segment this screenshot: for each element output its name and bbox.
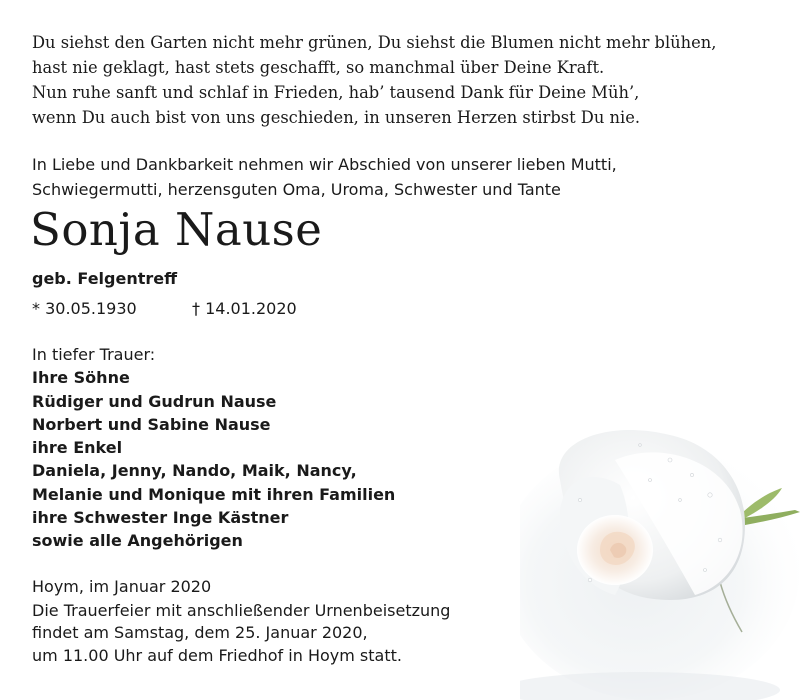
mourner-line: Ihre Söhne bbox=[32, 368, 130, 388]
birth-date: * 30.05.1930 bbox=[32, 299, 137, 318]
maiden-name: geb. Felgentreff bbox=[32, 269, 178, 288]
white-rose-image bbox=[520, 400, 800, 700]
intro-line: Schwiegermutti, herzensguten Oma, Uroma, Schwester und Tante bbox=[32, 180, 561, 199]
ceremony-line: Die Trauerfeier mit anschließender Urnenbeisetzung bbox=[32, 601, 451, 620]
poem-line: Nun ruhe sanft und schlaf in Frieden, hab’ tausend Dank für Deine Müh’, bbox=[32, 83, 640, 102]
mourners-heading: In tiefer Trauer: bbox=[32, 345, 156, 364]
mourner-line: Melanie und Monique mit ihren Familien bbox=[32, 484, 396, 504]
deceased-name: Sonja Nause bbox=[30, 203, 323, 256]
funeral-details bbox=[32, 600, 532, 667]
mourner-line: Norbert und Sabine Nause bbox=[32, 414, 271, 434]
intro-line: In Liebe und Dankbarkeit nehmen wir Abschied von unserer lieben Mutti, bbox=[32, 155, 617, 174]
mourner-line: Rüdiger und Gudrun Nause bbox=[32, 391, 277, 411]
mourner-line: ihre Enkel bbox=[32, 438, 123, 458]
mourner-line: ihre Schwester Inge Kästner bbox=[32, 508, 289, 528]
mourner-line: sowie alle Angehörigen bbox=[32, 531, 243, 551]
poem-line: hast nie geklagt, hast stets geschafft, so manchmal über Deine Kraft. bbox=[32, 58, 605, 77]
place-date: Hoym, im Januar 2020 bbox=[32, 577, 212, 596]
death-date: † 14.01.2020 bbox=[192, 299, 297, 318]
ceremony-line: findet am Samstag, dem 25. Januar 2020, bbox=[32, 623, 368, 643]
memorial-poem bbox=[32, 30, 782, 130]
mourners-list bbox=[32, 343, 512, 553]
mourner-line: Daniela, Jenny, Nando, Maik, Nancy, bbox=[32, 461, 357, 481]
farewell-intro bbox=[32, 152, 772, 202]
poem-line: wenn Du auch bist von uns geschieden, in unseren Herzen stirbst Du nie. bbox=[32, 108, 641, 127]
ceremony-line: um 11.00 Uhr auf dem Friedhof in Hoym statt. bbox=[32, 645, 402, 665]
poem-line: Du siehst den Garten nicht mehr grünen, Du siehst die Blumen nicht mehr blühen, bbox=[32, 33, 717, 52]
